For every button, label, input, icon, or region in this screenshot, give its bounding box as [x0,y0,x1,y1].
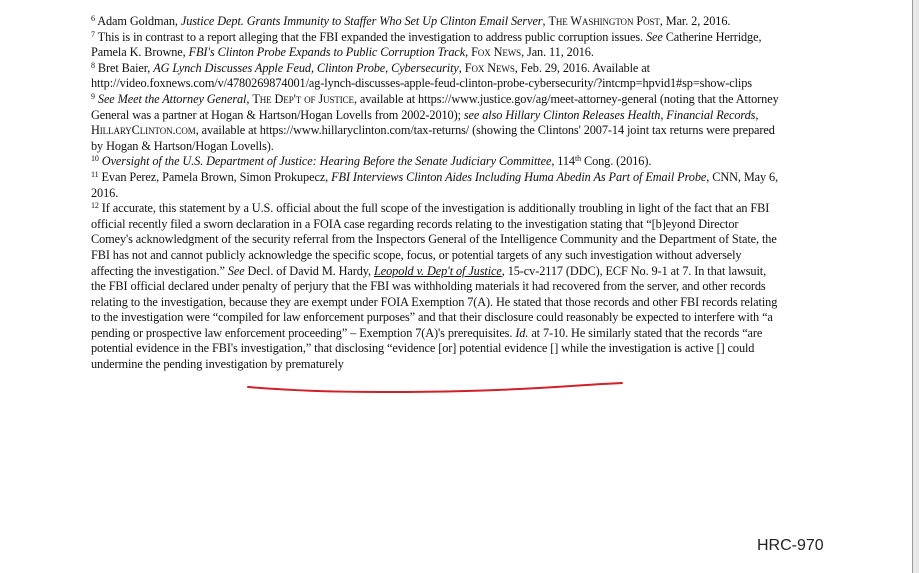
footnote-text: , 15-cv-2117 (DDC), ECF No. 9-1 at 7. In that lawsuit, the FBI official declared under penalty of perjury that the FBI was withholding materials it had recovered from the server, and other records relating to the investigation, because they are exempt under FOIA Exemption 7(A). He stated that those records and other FBI records relating to the investigation were “compiled for law enforcement purposes” and that their disclosure could reasonably be expected to interfere with “a pending or prospective law enforcement proceeding” – Exemption 7(A)'s prerequisites. [91,263,778,340]
page-margin [913,0,919,573]
footnote-text: Catherine Herridge, Pamela K. Browne, [91,29,762,60]
footnote-text: FBI Interviews Clinton Aides Including Huma Abedin As Part of Email Probe [331,169,707,184]
footnote-text: , available at https://www.justice.gov/ag/meet-attorney-general (noting that the Attorney General was a partner at Hogan & Hartson/Hogan Lovells from 2002-2010); [91,91,779,122]
footnote-text: See Meet the Attorney General [97,91,247,106]
footnote-text: , Mar. 2, 2016. [659,14,731,28]
footnote-text: , [458,60,465,75]
footnote-text: FBI's Clinton Probe Expands to Public Corruption Track [188,45,466,60]
footnote-11 [91,170,781,201]
footnote-number: 11 [91,169,99,179]
footnote-9 [91,92,781,154]
footnote-text: , Feb. 29, 2016. Available at http://video.foxnews.com/v/4780269874001/ag-lynch-discusses-apple-feud-clinton-probe-cybersecurity/?intcmp=hpvid1#sp=show-clips [91,60,752,91]
footnote-8 [91,61,781,92]
footnote-text: Bret Baier, [97,60,154,75]
footnote-text: , Jan. 11, 2016. [521,45,594,60]
footnote-number: 7 [91,29,95,39]
footnotes-block [91,14,781,373]
footnote-text: , [465,45,472,60]
footnote-text: Leopold v. Dep't of Justice [374,263,502,278]
footnote-text: , 114 [551,154,575,169]
footnote-number: 8 [91,60,95,70]
footnote-text: HillaryClinton.com [91,123,196,138]
page-edge-line [912,0,913,573]
footnote-number: 9 [91,91,95,101]
footnote-text: Decl. of David M. Hardy, [244,263,374,278]
footnote-text: Fox News [464,60,515,75]
red-pen-underline [246,381,626,395]
footnote-text: AG Lynch Discusses Apple Feud, Clinton Probe, Cybersecurity [153,60,459,75]
footnote-text: This is in contrast to a report alleging that the FBI expanded the investigation to address public corruption issues. [97,29,646,44]
footnote-text: See [227,263,245,278]
footnote-text: , [542,14,549,28]
footnote-text: See [645,29,663,44]
footnote-text: Id. [515,325,529,340]
footnote-text: Justice Dept. Grants Immunity to Staffer Who Set Up Clinton Email Server [180,14,543,28]
footnote-number: 6 [91,14,95,23]
footnote-text: The Dep't of Justice [252,91,354,106]
footnote-10 [91,154,781,170]
footnote-text: , [246,91,253,106]
footnote-text: If accurate, this statement by a U.S. official about the full scope of the investigation is additionally troubling in light of the fact that an FBI official recently filed a sworn declaration in a FOIA case regarding records relating to the investigation stating that “[b]eyond Director Comey's acknowledgment of the security referral from the Inspectors General of the Intelligence Community and the Department of State, the FBI has not and cannot publicly acknowledge the specific scope, focus, or potential targets of any such investigation without adversely affecting the investigation.” [91,201,777,278]
footnote-6 [91,14,781,30]
page-stamp: HRC-970 [757,537,824,554]
footnote-text: , CNN, May 6, 2016. [91,169,779,200]
footnote-text: , [755,107,759,122]
footnote-text: at 7-10. He similarly stated that the records “are potential evidence in the FBI's investigation,” that disclosing “evidence [or] potential evidence [] while the investigation is active [] could undermine the pending investigation by prematurely [91,325,763,372]
footnote-number: 10 [91,154,99,164]
footnote-text: , available at https://www.hillaryclinton.com/tax-returns/ (showing the Clintons' 2007-14 joint tax returns were prepared by Hogan & Hartson/Hogan Lovells). [91,123,775,153]
footnote-7 [91,30,781,61]
footnote-12 [91,201,781,373]
footnote-text: Adam Goldman, [97,14,181,28]
footnote-text: Evan Perez, Pamela Brown, Simon Prokupecz, [101,169,332,184]
footnote-text: Cong. (2016). [581,154,652,169]
footnote-text: Fox News [471,45,522,60]
footnote-number: 12 [91,201,99,211]
footnote-text: The Washington Post [548,14,660,28]
footnote-text: Oversight of the U.S. Department of Justice: Hearing Before the Senate Judiciary Committee [101,154,552,169]
footnote-text: see also Hillary Clinton Releases Health, Financial Records [463,107,756,122]
footnote-text: th [574,154,581,164]
